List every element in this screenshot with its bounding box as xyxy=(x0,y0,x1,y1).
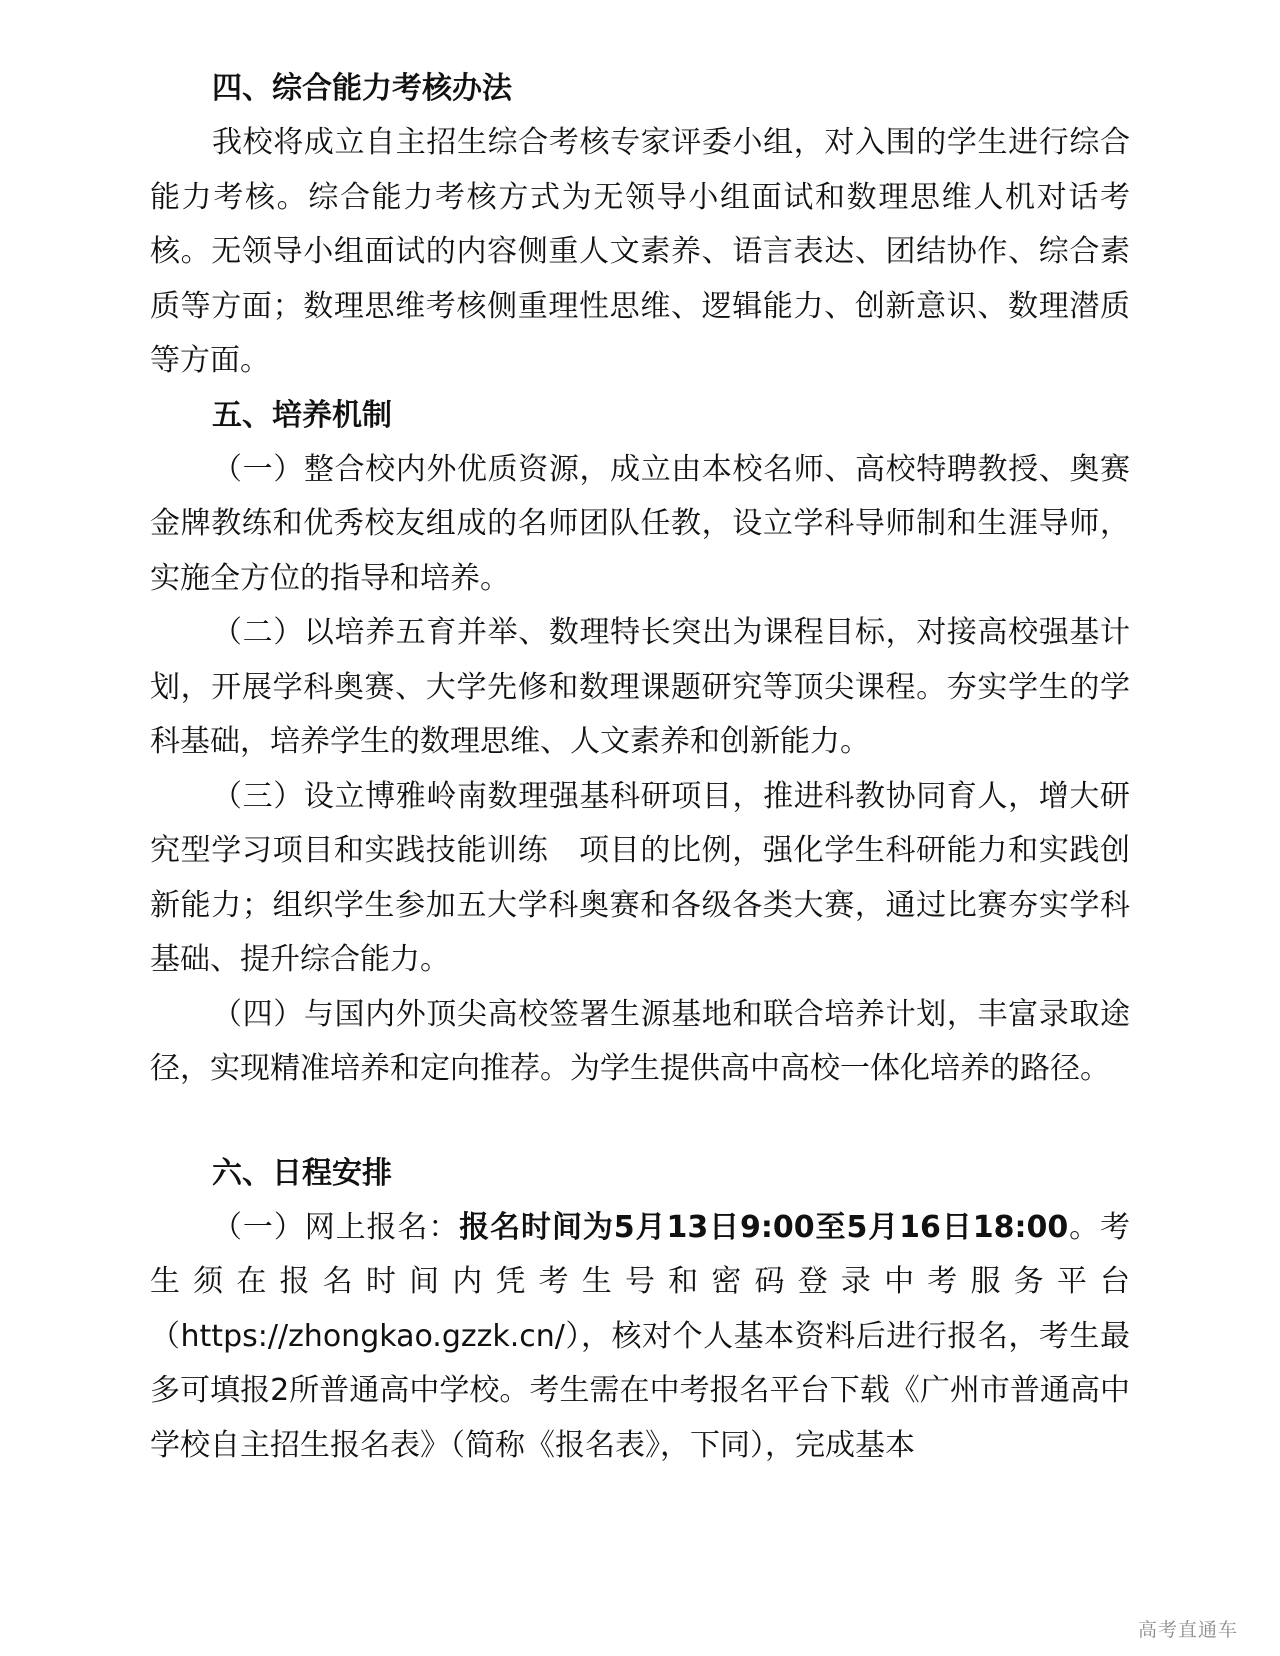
section-four-heading: 四、综合能力考核办法 xyxy=(212,71,512,106)
registration-label: （一）网上报名： xyxy=(212,1209,460,1245)
section-six-item-1 xyxy=(150,1201,1130,1474)
document-page xyxy=(150,62,1130,1473)
section-five-item-4: （四）与国内外顶尖高校签署生源基地和联合培养计划，丰富录取途径，实现精准培养和定向推荐。为学生提供高中高校一体化培养的路径。 xyxy=(150,996,1130,1086)
section-five-item-3: （三）设立博雅岭南数理强基科研项目，推进科教协同育人，增大研究型学习项目和实践技能训练 项目的比例，强化学生科研能力和实践创新能力；组织学生参加五大学科奥赛和各级各类大赛，通过比赛夯实学科基础、提升综合能力。 xyxy=(150,778,1130,977)
section-five-item-1: （一）整合校内外优质资源，成立由本校名师、高校特聘教授、奥赛金牌教练和优秀校友组成的名师团队任教，设立学科导师制和生涯导师，实施全方位的指导和培养。 xyxy=(150,451,1130,596)
section-six-heading: 六、日程安排 xyxy=(212,1155,392,1191)
section-five-item-2: （二）以培养五育并举、数理特长突出为课程目标，对接高校强基计划，开展学科奥赛、大学先修和数理课题研究等顶尖课程。夯实学生的学科基础，培养学生的数理思维、人文素养和创新能力。 xyxy=(150,615,1130,759)
section-four-paragraph: 我校将成立自主招生综合考核专家评委小组，对入围的学生进行综合能力考核。综合能力考核方式为无领导小组面试和数理思维人机对话考核。无领导小组面试的内容侧重人文素养、语言表达、团结协作、综合素质等方面；数理思维考核侧重理性思维、逻辑能力、创新意识、数理潜质等方面。 xyxy=(150,125,1130,378)
section-gap xyxy=(150,1097,1130,1147)
section-five-heading: 五、培养机制 xyxy=(212,397,392,433)
watermark-text: 高考直通车 xyxy=(1137,1619,1238,1641)
registration-details: 。考生须在报名时间内凭考生号和密码登录中考服务平台（https://zhongkao.gzzk.cn/），核对个人基本资料后进行报名，考生最多可填报2所普通高中学校。考生需在中考报名平台下载《广州市普通高中学校自主招生报名表》（简称《报名表》，下同），完成基本 xyxy=(150,1209,1131,1463)
registration-time: 报名时间为5月13日9:00至5月16日18:00 xyxy=(459,1209,1069,1245)
